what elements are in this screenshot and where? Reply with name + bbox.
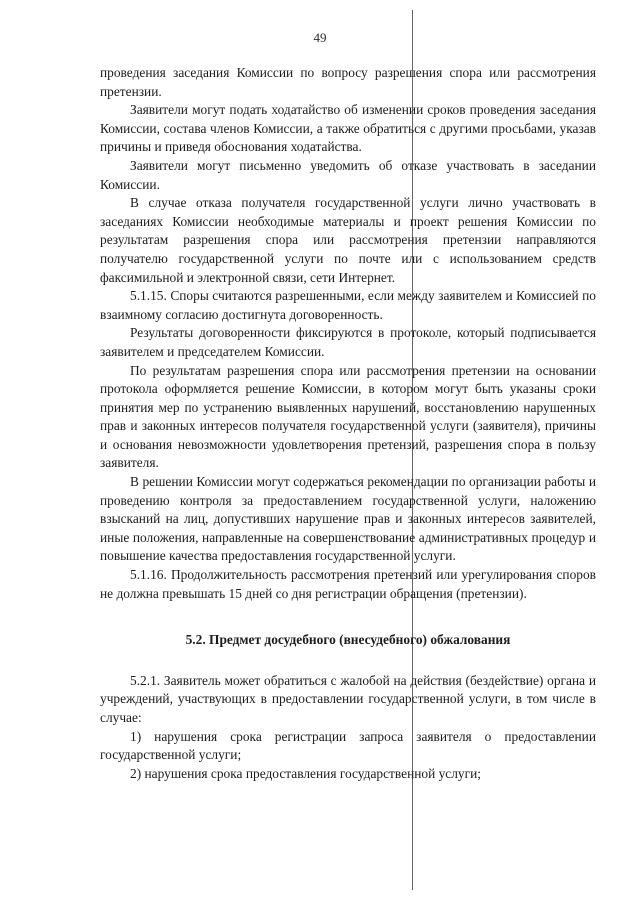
list-item: 2) нарушения срока предоставления государственной услуги; bbox=[130, 765, 482, 781]
section-heading: 5.2. Предмет досудебного (внесудебного) обжалования bbox=[185, 632, 511, 648]
list-item: 1) нарушения срока регистрации запроса заявителя о предоставлении государственной услуги; bbox=[100, 728, 596, 763]
paragraph: Заявители могут подать ходатайство об изменении сроков проведения заседания Комиссии, состава членов Комиссии, а также обратиться с другими просьбами, указав причины и приведя обоснования ходатайства. bbox=[100, 102, 596, 155]
paragraph: Результаты договоренности фиксируются в протоколе, который подписывается заявителем и председателем Комиссии. bbox=[100, 325, 596, 359]
paragraph: проведения заседания Комиссии по вопросу разрешения спора или рассмотрения претензии. bbox=[100, 65, 596, 99]
paragraph: 5.1.15. Споры считаются разрешенными, если между заявителем и Комиссией по взаимному согласию достигнута договоренность. bbox=[100, 288, 596, 322]
paragraph: В случае отказа получателя государственной услуги лично участвовать в заседаниях Комиссии необходимые материалы и проект решения Комиссии по результатам разрешения спора или рассмотрения претензии направляются получателю государственной услуги по почте или с использованием средств факсимильной и электронной связи, сети Интернет. bbox=[100, 195, 596, 285]
page-number: 49 bbox=[313, 30, 327, 45]
paragraph: 5.1.16. Продолжительность рассмотрения претензий или урегулирования споров не должна превышать 15 дней со дня регистрации обращения (претензии). bbox=[100, 567, 596, 601]
paragraph: 5.2.1. Заявитель может обратиться с жалобой на действия (бездействие) органа и учреждений, участвующих в предоставлении государственной услуги, в том числе в случае: bbox=[100, 672, 596, 725]
paragraph: Заявители могут письменно уведомить об отказе участвовать в заседании Комиссии. bbox=[100, 157, 596, 192]
paragraph: В решении Комиссии могут содержаться рекомендации по организации работы и проведению контроля за предоставлением государственной услуги, наложению взысканий на лиц, допустивших нарушение прав и законных интересов заявителей, иные положения, направленные на совершенствование административных процедур и повышение качества предоставления государственной услуги. bbox=[100, 474, 596, 564]
paragraph: По результатам разрешения спора или рассмотрения претензии на основании протокола оформляется решение Комиссии, в котором могут быть указаны сроки принятия мер по устранению выявленных нарушений, восстановлению нарушенных прав и законных интересов получателя государственной услуги (заявителя), причины и основания невозможности удовлетворения претензий, разрешения спора в пользу заявителя. bbox=[100, 362, 596, 471]
document-body bbox=[100, 64, 596, 783]
